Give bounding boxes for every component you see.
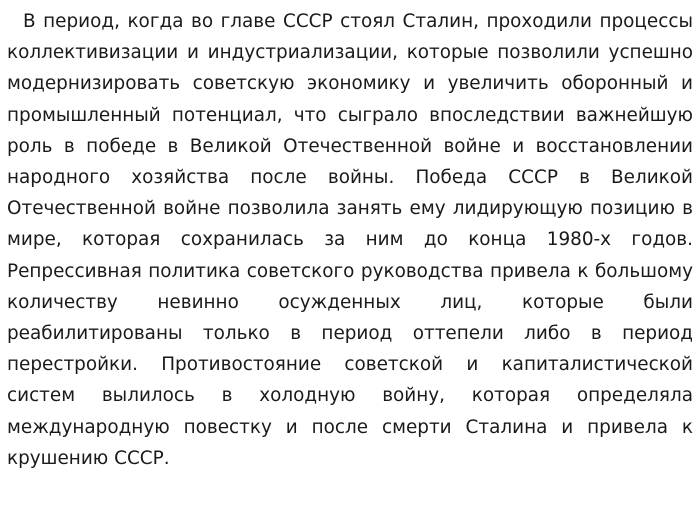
document-body <box>7 6 693 474</box>
main-paragraph: В период, когда во главе СССР стоял Сталин, проходили процессы коллективизации и индустриализации, которые позволили успешно модернизировать советскую экономику и увеличить оборонный и промышленный потенциал, что сыграло впоследствии важнейшую роль в победе в Великой Отечественной войне и восстановлении народного хозяйства после войны. Победа СССР в Великой Отечественной войне позволила занять ему лидирующую позицию в мире, которая сохранилась за ним до конца 1980-х годов. Репрессивная политика советского руководства привела к большому количеству невинно осужденных лиц, которые были реабилитированы только в период оттепели либо в период перестройки. Противостояние советской и капиталистической систем вылилось в холодную войну, которая определяла международную повестку и после смерти Сталина и привела к крушению СССР. <box>7 11 693 469</box>
